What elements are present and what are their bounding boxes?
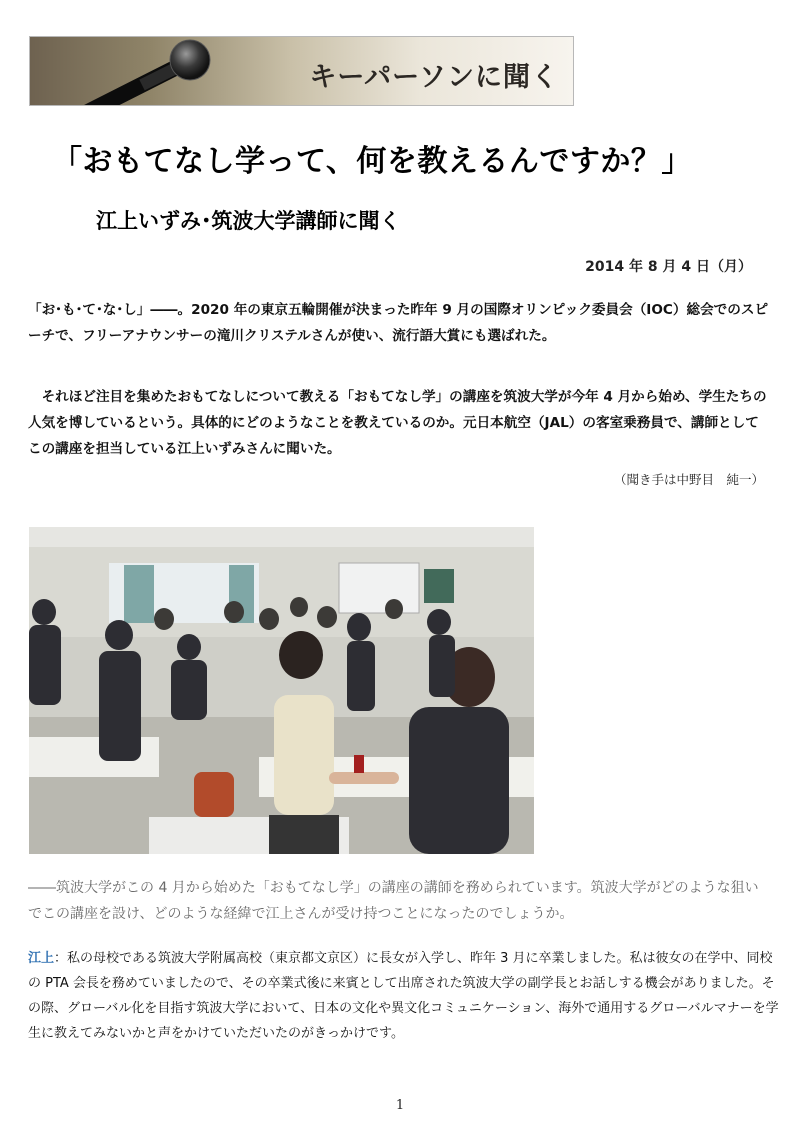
banner-title: キーパーソンに聞く [309,62,559,93]
classroom-photo-illustration [29,527,534,854]
speaker-name: 江上 [28,951,55,966]
microphone-icon [82,37,232,106]
publish-date: 2014 年 8 月 4 日（月） [585,259,752,275]
interview-answer [28,946,780,1046]
page-title: 「おもてなし学って、何を教えるんですか？」 [52,144,692,179]
interview-question: ――筑波大学がこの 4 月から始めた「おもてなし学」の講座の講師を務められています。筑波大学がどのような狙いでこの講座を設け、どのような経緯で江上さんが受け持つことになったのでしょうか。 [28,880,759,922]
interviewer-credit: （聞き手は中野目 純一） [613,472,764,487]
header-banner [29,36,574,106]
page-number: 1 [395,1098,405,1113]
intro-paragraph-1: 「お･も･て･な･し」――。2020 年の東京五輪開催が決まった昨年 9 月の国際オリンピック委員会（IOC）総会でのスピーチで、フリーアナウンサーの滝川クリステルさんが使い、流行語大賞にも選ばれた。 [28,302,769,344]
intro-paragraph-2: それほど注目を集めたおもてなしについて教える「おもてなし学」の講座を筑波大学が今年 4 月から始め、学生たちの人気を博しているという。具体的にどのようなことを教えているのか。元日本航空（JAL）の客室乗務員で、講師としてこの講座を担当している江上いずみさんに聞いた。 [28,389,767,457]
page-subtitle: 江上いずみ･筑波大学講師に聞く [96,209,401,233]
classroom-photo [29,527,534,854]
answer-text: ：私の母校である筑波大学附属高校（東京都文京区）に長女が入学し、昨年 3 月に卒業しました。私は彼女の在学中、同校の PTA 会長を務めていましたので、その卒業式後に来賓として出席された筑波大学の副学長とお話しする機会がありました。その際、グローバル化を目指す筑波大学において、日本の文化や異文化コミュニケーション、海外で通用するグローバルマナーを学生に教えてみないかと声をかけていただいたのがきっかけです。 [28,951,779,1041]
